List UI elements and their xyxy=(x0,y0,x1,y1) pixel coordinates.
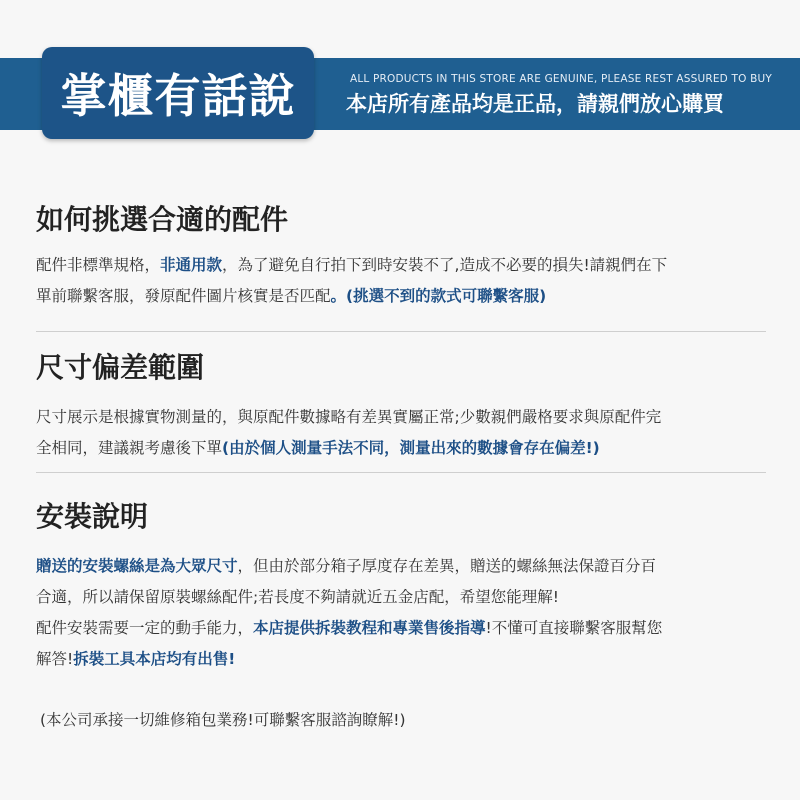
text-span: 尺寸展示是根據實物測量的，與原配件數據略有差異實屬正常;少數親們嚴格要求與原配件完 xyxy=(36,408,662,426)
text-span: 配件安裝需要一定的動手能力， xyxy=(36,619,254,637)
highlight-text: (由於個人測量手法不同，測量出來的數據會存在偏差!) xyxy=(222,439,600,457)
paragraph-line xyxy=(36,281,766,312)
divider xyxy=(36,472,766,473)
text-span: ，為了避免自行拍下到時安裝不了,造成不必要的損失!請親們在下 xyxy=(222,256,668,274)
paragraph-line xyxy=(36,644,766,675)
header-badge xyxy=(42,47,314,139)
paragraph-line xyxy=(36,613,766,644)
highlight-text: 本店提供拆裝教程和專業售後指導 xyxy=(253,619,486,637)
highlight-text: 拆裝工具本店均有出售! xyxy=(73,650,236,668)
section-installation xyxy=(36,495,766,675)
highlight-text: 贈送的安裝螺絲是為大眾尺寸 xyxy=(36,557,238,575)
text-span: ，但由於部分箱子厚度存在差異，贈送的螺絲無法保證百分百 xyxy=(237,557,657,575)
section-how-to-choose xyxy=(36,198,766,312)
paragraph-line xyxy=(36,433,766,464)
text-span: 全相同，建議親考慮後下單 xyxy=(36,439,223,457)
banner-subtitle-zh: 本店所有產品均是正品，請親們放心購買 xyxy=(346,92,724,116)
paragraph-line xyxy=(36,582,766,613)
section-heading: 安裝說明 xyxy=(36,500,149,533)
text-span: 單前聯繫客服，發原配件圖片核實是否匹配 xyxy=(36,287,331,305)
section-size-deviation xyxy=(36,346,766,464)
text-span: !不懂可直接聯繫客服幫您 xyxy=(485,619,663,637)
footer-note: (本公司承接一切維修箱包業務!可聯繫客服諮詢瞭解!) xyxy=(40,711,406,729)
text-span: 合適，所以請保留原裝螺絲配件;若長度不夠請就近五金店配，希望您能理解! xyxy=(36,588,559,606)
text-span: 配件非標準規格， xyxy=(36,256,161,274)
paragraph-line xyxy=(36,250,766,281)
banner-subtitle-en: ALL PRODUCTS IN THIS STORE ARE GENUINE, PLEASE REST ASSURED TO BUY xyxy=(350,73,773,85)
highlight-text: 非通用款 xyxy=(160,256,223,274)
text-span: 解答! xyxy=(36,650,74,668)
paragraph-line xyxy=(36,551,766,582)
paragraph-line xyxy=(36,402,766,433)
badge-title: 掌櫃有話說 xyxy=(60,69,296,123)
section-heading: 尺寸偏差範圍 xyxy=(36,351,205,384)
divider xyxy=(36,331,766,332)
section-heading: 如何挑選合適的配件 xyxy=(36,203,289,236)
highlight-text: 。(挑選不到的款式可聯繫客服) xyxy=(330,287,547,305)
